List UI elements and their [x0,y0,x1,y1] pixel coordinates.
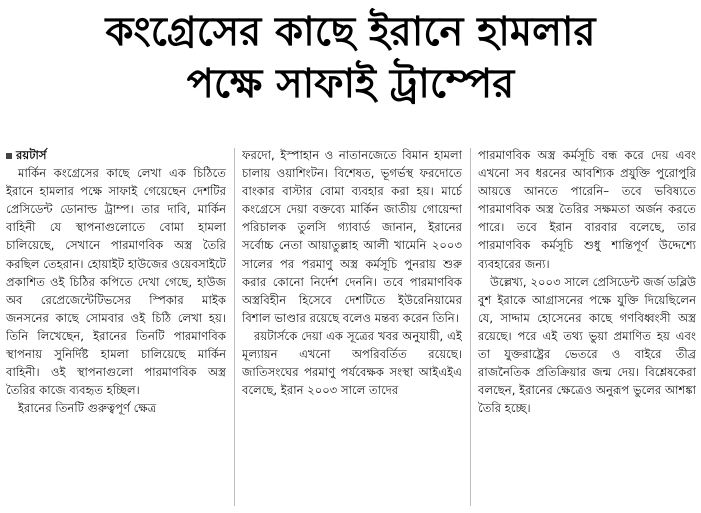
paragraph: ইরানের তিনটি গুরুত্বপূর্ণ ক্ষেত্র [18,401,157,416]
byline [6,146,226,164]
square-bullet-icon [6,153,12,159]
article-column-2 [242,146,462,508]
article-body [6,146,696,508]
paragraph: ফরদো, ইস্পাহান ও নাতানজেতে বিমান হামলা চালায় ওয়াশিংটন। বিশেষত, ভূগর্ভস্থ ফরদোতে বাংকার বাস্টার বোমা ব্যবহার করা হয়। মার্চে কংগ্রেসে দেয়া বক্তব্যে মার্কিন জাতীয় গোয়েন্দা পরিচালক তুলসি গ্যাবার্ড জানান, ইরানের সর্বোচ্চ নেতা আয়াতুল্লাহ আলী খামেনি ২০০৩ সালের পর পরমাণু অস্ত্র কর্মসূচি পুনরায় শুরু করার কোনো নির্দেশ দেননি। তবে পারমাণবিক অস্ত্রবিহীন হিসেবে দেশটিতে ইউরেনিয়ামের বিশাল ভাণ্ডার রয়েছে বলেও মন্তব্য করেন তিনি। [242,148,462,325]
headline [0,6,701,110]
article-column-3 [478,146,696,508]
byline-source: রয়টার্স [16,148,47,162]
article-column-1 [6,146,226,508]
paragraph: রয়টার্সকে দেয়া এক সূত্রের খবর অনুযায়ী, এই মূল্যায়ন এখনো অপরিবর্তিত রয়েছে। জাতিসংঘের পরমাণু পর্যবেক্ষক সংস্থা আইএইএ বলেছে, ইরান ২০০৩ সালে তাদের [242,328,462,398]
paragraph: পারমাণবিক অস্ত্র কর্মসূচি বন্ধ করে দেয় এবং এখনো সব ধরনের আবশ্যিক প্রযুক্তি পুরোপুরি আয়ত্তে আনতে পারেনি– তবে ভবিষ্যতে পারমাণবিক অস্ত্র তৈরির সক্ষমতা অর্জন করতে পারে। তবে ইরান বারবার বলেছে, তার পারমাণবিক কর্মসূচি শুধু শান্তিপূর্ণ উদ্দেশ্যে ব্যবহারের জন্য। [478,148,696,271]
headline-line-1: কংগ্রেসের কাছে ইরানে হামলার [105,9,596,55]
paragraph: মার্কিন কংগ্রেসের কাছে লেখা এক চিঠিতে ইরানে হামলার পক্ষে সাফাই গেয়েছেন দেশটির প্রেসিডেন্ট ডোনাল্ড ট্রাম্প। তার দাবি, মার্কিন বাহিনী যে স্থাপনাগুলোতে বোমা হামলা চালিয়েছে, সেখানে পারমাণবিক অস্ত্র তৈরি করছিল তেহরান। হোয়াইট হাউজের ওয়েবসাইটে প্রকাশিত ওই চিঠির কপিতে দেখা গেছে, হাউজ অব রেপ্রেজেন্টেটিভসের স্পিকার মাইক জনসনের কাছে সোমবার ওই চিঠি লেখা হয়। তিনি লিখেছেন, ইরানের তিনটি পারমাণবিক স্থাপনায় সুনির্দিষ্ট হামলা চালিয়েছে মার্কিন বাহিনী। ওই স্থাপনাগুলো পারমাণবিক অস্ত্র তৈরির কাজে ব্যবহৃত হচ্ছিল। [6,166,226,398]
headline-line-2: পক্ষে সাফাই ট্রাম্পের [186,61,515,107]
paragraph: উল্লেখ্য, ২০০৩ সালে প্রেসিডেন্ট জর্জ ডব্লিউ বুশ ইরাকে আগ্রাসনের পক্ষে যুক্তি দিয়েছিলেন যে, সাদ্দাম হোসেনের কাছে গণবিধ্বংসী অস্ত্র রয়েছে। পরে এই তথ্য ভুয়া প্রমাণিত হয় এবং তা যুক্তরাষ্ট্রের ভেতরে ও বাইরে তীব্র রাজনৈতিক প্রতিক্রিয়ার জন্ম দেয়। বিশ্লেষকেরা বলছেন, ইরানের ক্ষেত্রেও অনুরূপ ভুলের আশঙ্কা তৈরি হচ্ছে। [478,274,696,416]
